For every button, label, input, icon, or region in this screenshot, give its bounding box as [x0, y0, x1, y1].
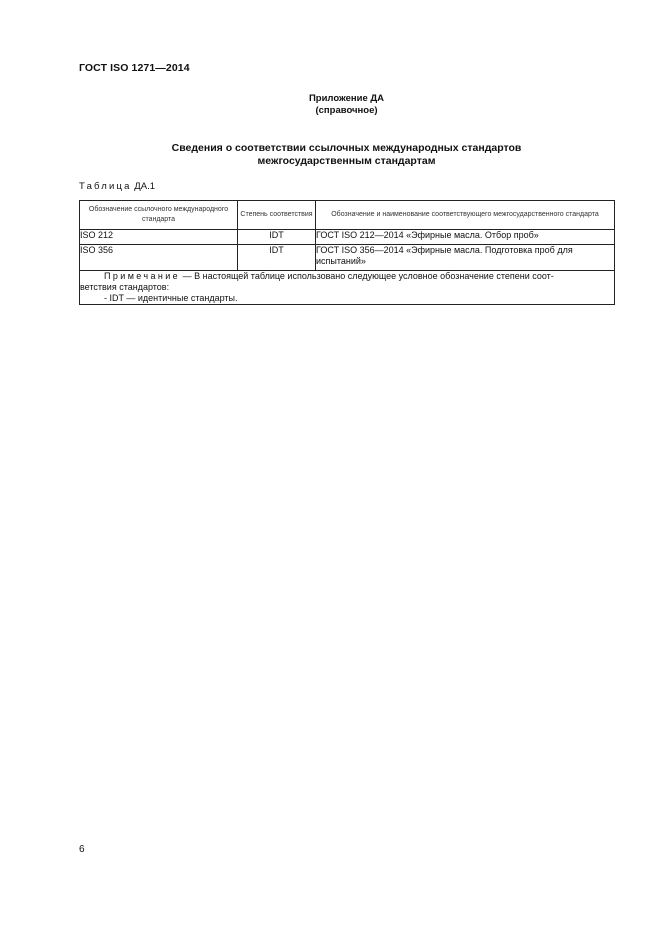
section-heading-line-2: межгосударственным стандартам	[257, 155, 436, 167]
cell-gost: ГОСТ ISO 356—2014 «Эфирные масла. Подготовка проб для испытаний»	[316, 245, 615, 271]
note-label: Примечание	[104, 271, 181, 281]
cell-iso: ISO 212	[80, 230, 238, 245]
table-header-row	[80, 201, 615, 230]
table-caption-number: ДА.1	[134, 181, 155, 192]
note-line-1	[80, 271, 614, 282]
table-caption	[79, 181, 155, 192]
table-row	[80, 245, 615, 271]
column-header-gost: Обозначение и наименование соответствующего межгосударственного стандарта	[316, 201, 615, 230]
column-header-iso: Обозначение ссылочного международного стандарта	[80, 201, 238, 230]
table-note-row	[80, 271, 615, 305]
standards-table	[79, 200, 615, 305]
annex-subtitle: (справочное)	[315, 105, 378, 116]
cell-iso: ISO 356	[80, 245, 238, 271]
table-row	[80, 230, 615, 245]
section-heading-line-1: Сведения о соответствии ссылочных международных стандартов	[171, 142, 522, 154]
page-number: 6	[79, 844, 85, 855]
cell-gost: ГОСТ ISO 212—2014 «Эфирные масла. Отбор проб»	[316, 230, 615, 245]
note-text-1: — В настоящей таблице использовано следующее условное обозначение степени соот-	[180, 271, 554, 281]
table-note	[80, 271, 615, 305]
annex-title: Приложение ДА	[308, 93, 385, 104]
table-caption-word: Таблица	[79, 181, 132, 192]
note-item: - IDT — идентичные стандарты.	[104, 293, 238, 303]
cell-degree: IDT	[238, 245, 316, 271]
column-header-degree: Степень соответствия	[238, 201, 316, 230]
cell-degree: IDT	[238, 230, 316, 245]
note-text-2: ветствия стандартов:	[80, 282, 170, 292]
document-code: ГОСТ ISO 1271—2014	[79, 62, 190, 74]
